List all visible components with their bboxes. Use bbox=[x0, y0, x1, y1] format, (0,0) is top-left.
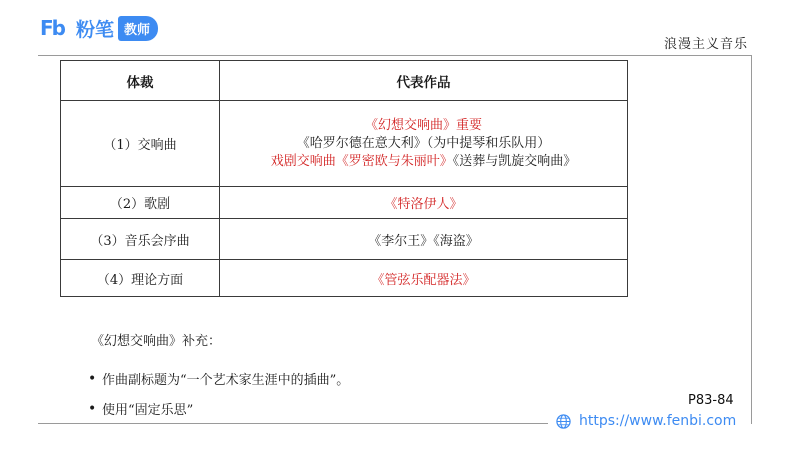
slide-topic: 浪漫主义音乐 bbox=[663, 37, 748, 52]
works-table bbox=[60, 60, 628, 297]
genre-cell: （1）交响曲 bbox=[61, 101, 220, 187]
header-genre: 体裁 bbox=[61, 61, 220, 101]
list-item bbox=[88, 399, 193, 418]
list-item bbox=[88, 369, 349, 388]
genre-cell: （4）理论方面 bbox=[61, 260, 220, 297]
table-row bbox=[61, 101, 628, 187]
bullet-text: 作曲副标题为“一个艺术家生涯中的插曲”。 bbox=[102, 373, 350, 388]
logo-mark: Fb bbox=[40, 16, 64, 40]
work-line: 《幻想交响曲》重要 bbox=[364, 117, 482, 133]
note-title: 《幻想交响曲》补充： bbox=[91, 334, 222, 349]
bullet-text: 使用“固定乐思” bbox=[102, 403, 194, 418]
table-row bbox=[61, 219, 628, 260]
globe-icon bbox=[556, 414, 571, 429]
page-reference: P83-84 bbox=[688, 393, 734, 408]
right-divider bbox=[751, 55, 752, 424]
footer-divider bbox=[38, 423, 548, 424]
table-header-row bbox=[61, 61, 628, 101]
website-link[interactable] bbox=[556, 413, 736, 429]
works-cell bbox=[220, 101, 628, 187]
bullet-dot-icon: • bbox=[88, 400, 97, 417]
header-divider bbox=[38, 55, 752, 56]
work-line: 《哈罗尔德在意大利》（为中提琴和乐队用） bbox=[296, 135, 551, 151]
website-url: https://www.fenbi.com bbox=[579, 413, 737, 429]
work-line bbox=[220, 153, 627, 171]
logo-badge: 教师 bbox=[118, 16, 158, 41]
works-cell: 《李尔王》《海盗》 bbox=[220, 219, 628, 260]
header-works: 代表作品 bbox=[220, 61, 628, 101]
fenbi-logo bbox=[30, 14, 158, 42]
work-black-part: 《送葬与凯旋交响曲》 bbox=[452, 153, 577, 169]
logo-name: 粉笔 bbox=[76, 18, 115, 41]
bullet-dot-icon: • bbox=[88, 370, 97, 387]
table-row bbox=[61, 187, 628, 219]
genre-cell: （3）音乐会序曲 bbox=[61, 219, 220, 260]
works-cell: 《特洛伊人》 bbox=[220, 187, 628, 219]
genre-cell: （2）歌剧 bbox=[61, 187, 220, 219]
works-cell: 《管弦乐配器法》 bbox=[220, 260, 628, 297]
work-red-part: 戏剧交响曲《罗密欧与朱丽叶》 bbox=[270, 153, 453, 169]
table-row bbox=[61, 260, 628, 297]
